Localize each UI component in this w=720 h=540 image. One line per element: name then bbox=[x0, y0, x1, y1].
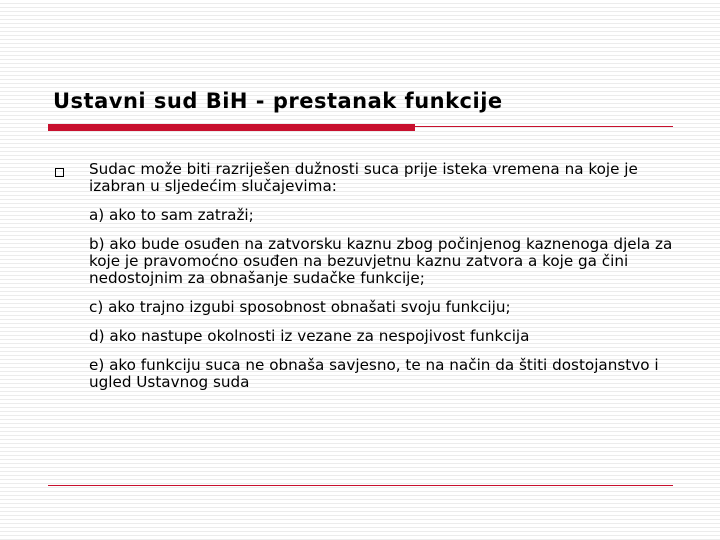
list-item-b: b) ako bude osuđen na zatvorsku kaznu zbog počinjenog kaznenoga djela za koje je pravomoćno osuđen na bezuvjetnu kaznu zatvora a koje ga čini nedostojnim za obnašanje sudačke funkcije; bbox=[89, 235, 673, 287]
slide-body bbox=[89, 161, 679, 403]
bullet-square-icon bbox=[55, 168, 64, 177]
list-item-a: a) ako to sam zatraži; bbox=[89, 206, 254, 224]
title-accent-bar bbox=[48, 124, 415, 131]
intro-paragraph: Sudac može biti razriješen dužnosti suca prije isteka vremena na koje je izabran u sljedećim slučajevima: bbox=[89, 160, 638, 195]
list-item-e: e) ako funkciju suca ne obnaša savjesno, te na način da štiti dostojanstvo i ugled Ustavnog suda bbox=[89, 356, 659, 391]
footer-divider bbox=[48, 485, 673, 486]
list-item-c: c) ako trajno izgubi sposobnost obnašati svoju funkciju; bbox=[89, 298, 511, 316]
list-item-d: d) ako nastupe okolnosti iz vezane za nespojivost funkcija bbox=[89, 327, 530, 345]
slide-title: Ustavni sud BiH - prestanak funkcije bbox=[53, 89, 503, 113]
